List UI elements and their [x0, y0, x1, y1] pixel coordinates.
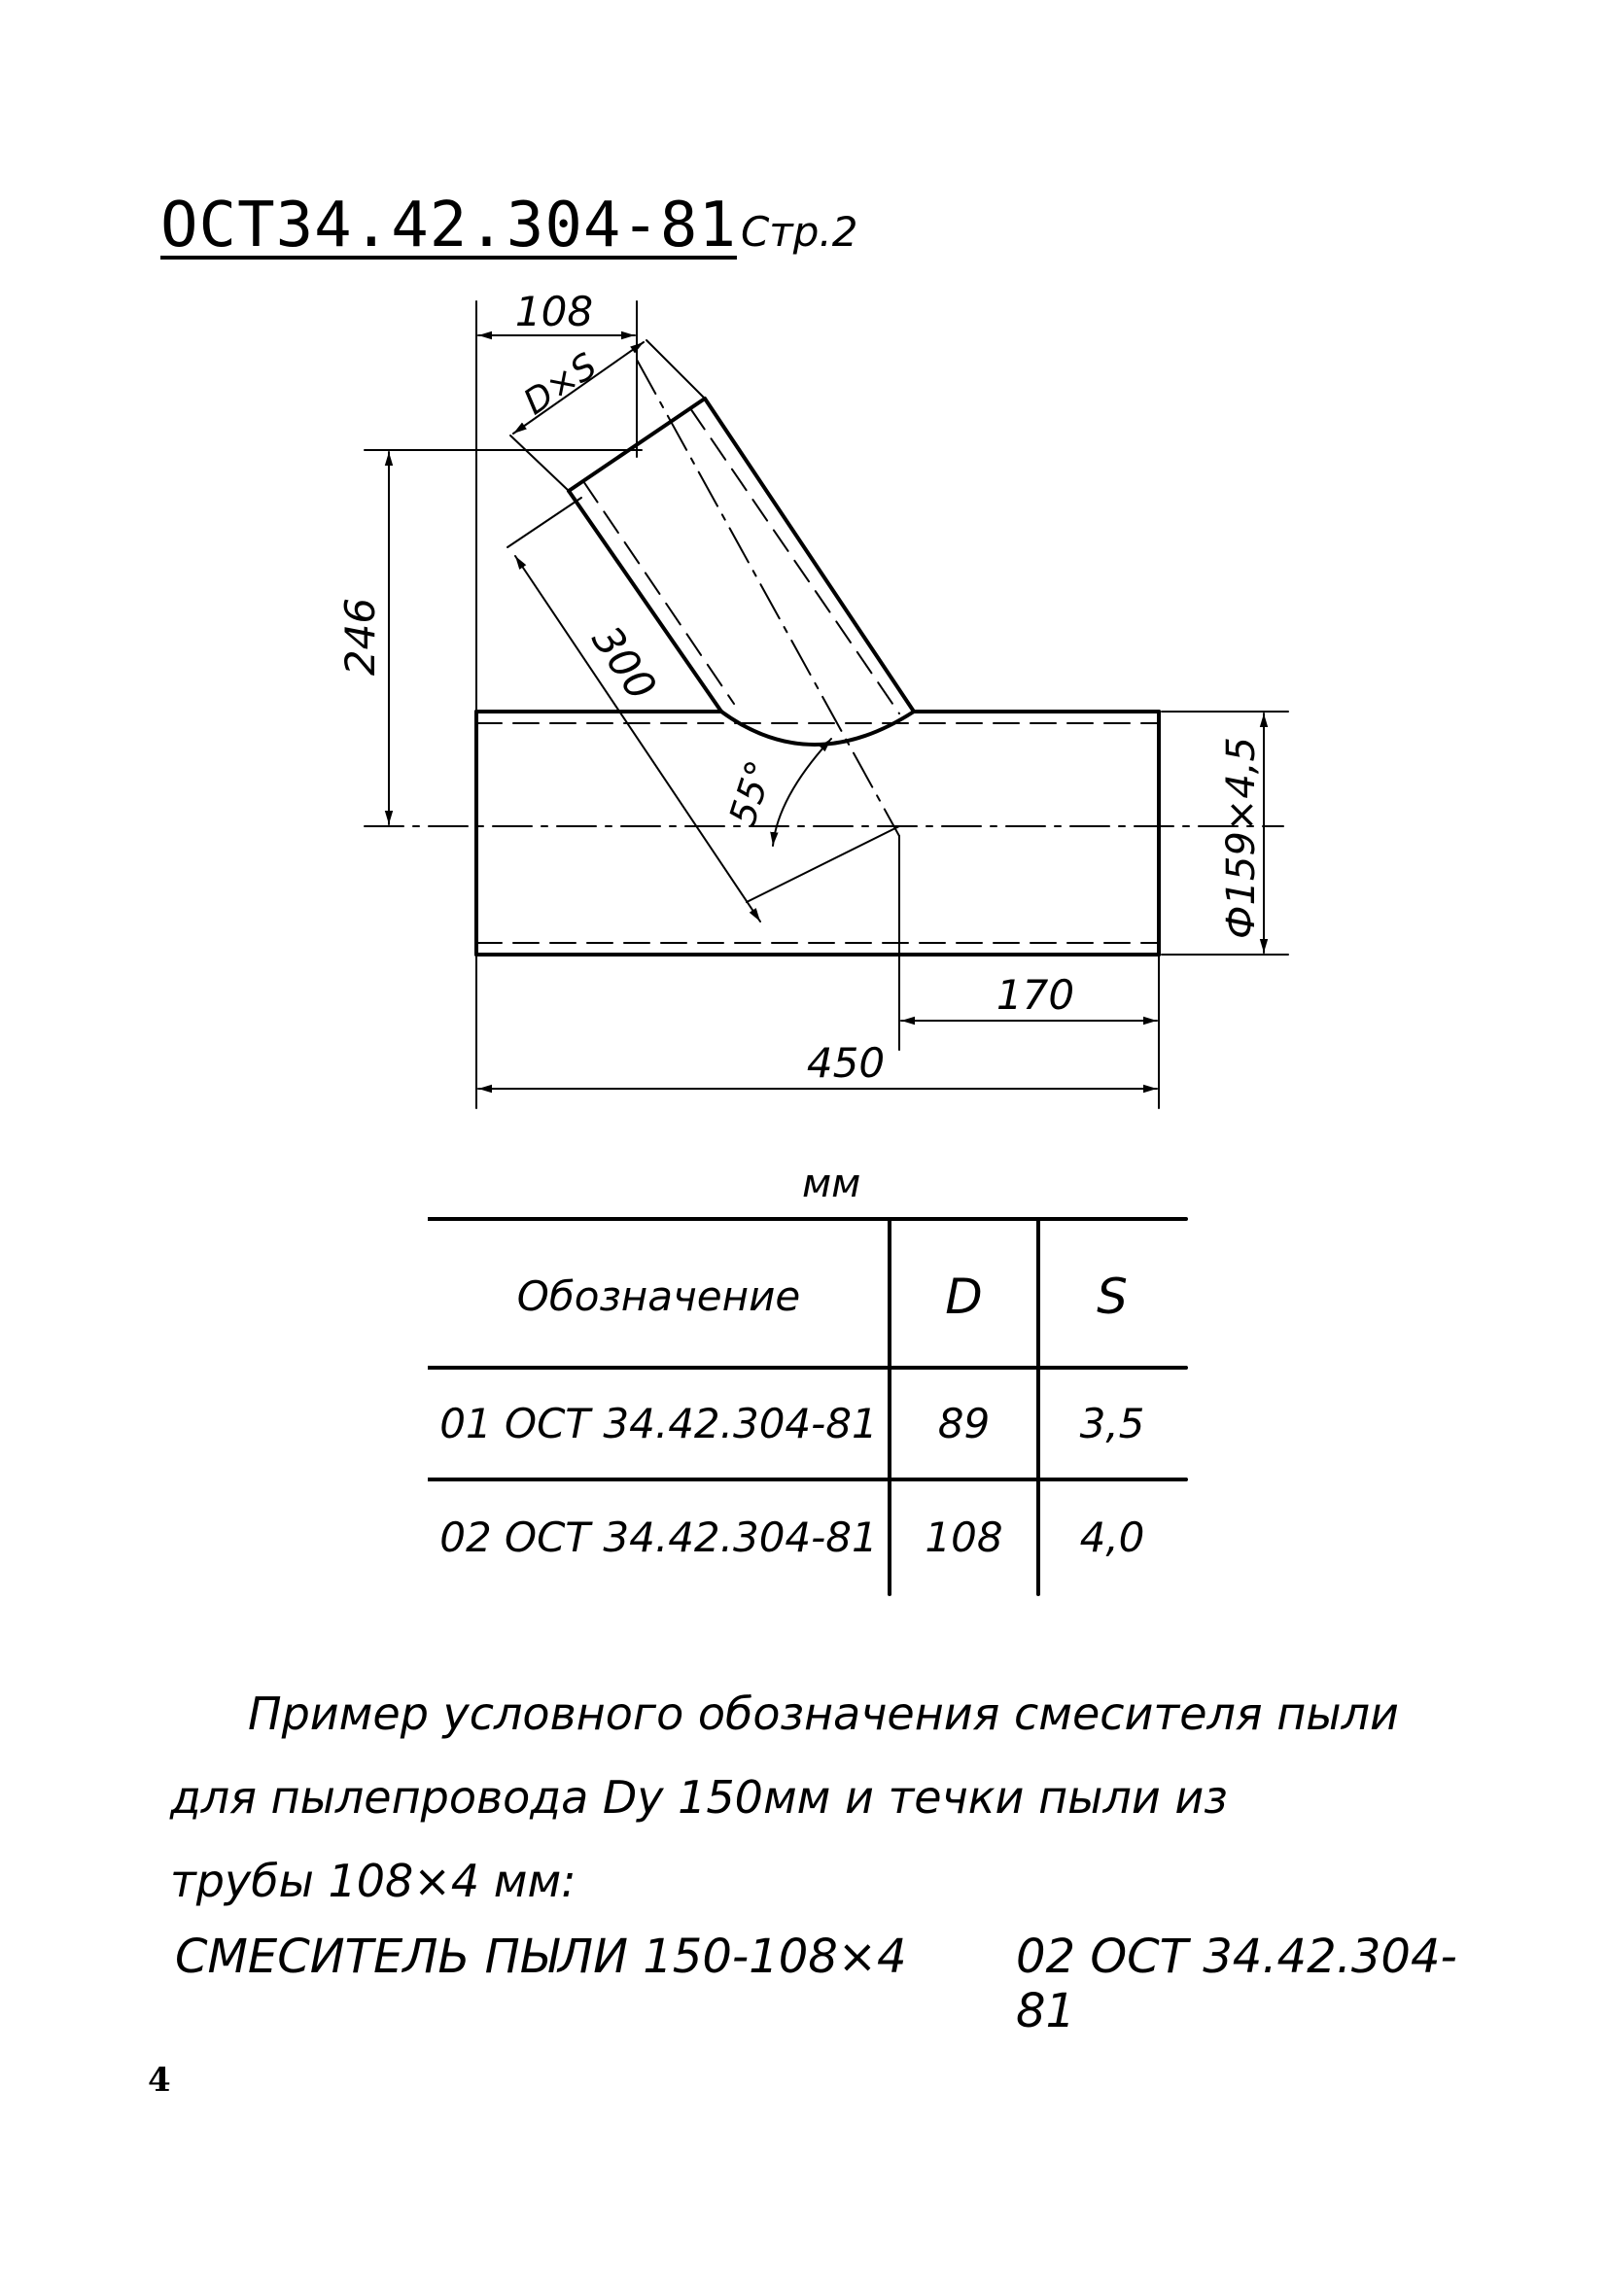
dim-label-450: 450: [806, 1039, 886, 1087]
dim-label-246: 246: [336, 597, 384, 677]
example-line-1: [170, 1672, 1463, 1756]
technical-drawing: [0, 0, 1607, 1147]
row-2-d: 108: [925, 1513, 1003, 1561]
angle-arc-55: [773, 739, 831, 846]
row-1-d: 89: [937, 1400, 991, 1447]
ext-line-dxs-1: [510, 435, 569, 491]
designation-part-2: 02 ОСТ 34.42.304-81: [1016, 1930, 1457, 2038]
page-number: 4: [148, 2061, 171, 2100]
branch-right-inner: [690, 408, 899, 713]
dim-line-300: [515, 556, 760, 922]
ext-line-300-bottom: [747, 826, 899, 902]
example-text-1: Пример условного обозначения смесителя пыли: [248, 1687, 1399, 1740]
dim-label-angle: 55°: [720, 755, 782, 831]
header-d: D: [945, 1268, 983, 1325]
row-1-s: 3,5: [1079, 1400, 1145, 1447]
dim-label-dxs: D×S: [516, 345, 605, 424]
spec-table: [428, 1215, 1196, 1604]
dim-label-108: 108: [514, 288, 594, 335]
ext-line-dxs-2: [646, 340, 705, 399]
row-2-s: 4,0: [1079, 1513, 1145, 1561]
designation-example: [175, 1930, 1468, 2038]
branch-right-edge: [705, 399, 914, 712]
designation-part-1: СМЕСИТЕЛЬ ПЫЛИ 150-108×4: [175, 1930, 907, 1984]
unit-label: мм: [802, 1162, 861, 1206]
saddle-curve: [721, 712, 914, 745]
row-1-designation: 01 ОСТ 34.42.304-81: [439, 1400, 878, 1447]
dim-label-diameter: Ф159×4,5: [1219, 737, 1264, 939]
example-line-2: для пылепровода Dy 150мм и течки пыли из: [170, 1771, 1228, 1824]
row-2-designation: 02 ОСТ 34.42.304-81: [439, 1513, 878, 1561]
dim-label-300: 300: [582, 616, 666, 709]
standard-code: ОСТ34.42.304-81: [160, 190, 737, 261]
page-label: Стр.2: [740, 208, 858, 256]
ext-line-300-top: [507, 498, 581, 547]
dim-label-170: 170: [996, 971, 1075, 1019]
example-line-3: трубы 108×4 мм:: [170, 1855, 576, 1907]
header-s: S: [1097, 1268, 1128, 1325]
header-designation: Обозначение: [516, 1272, 801, 1320]
example-paragraph: [170, 1672, 1463, 1923]
